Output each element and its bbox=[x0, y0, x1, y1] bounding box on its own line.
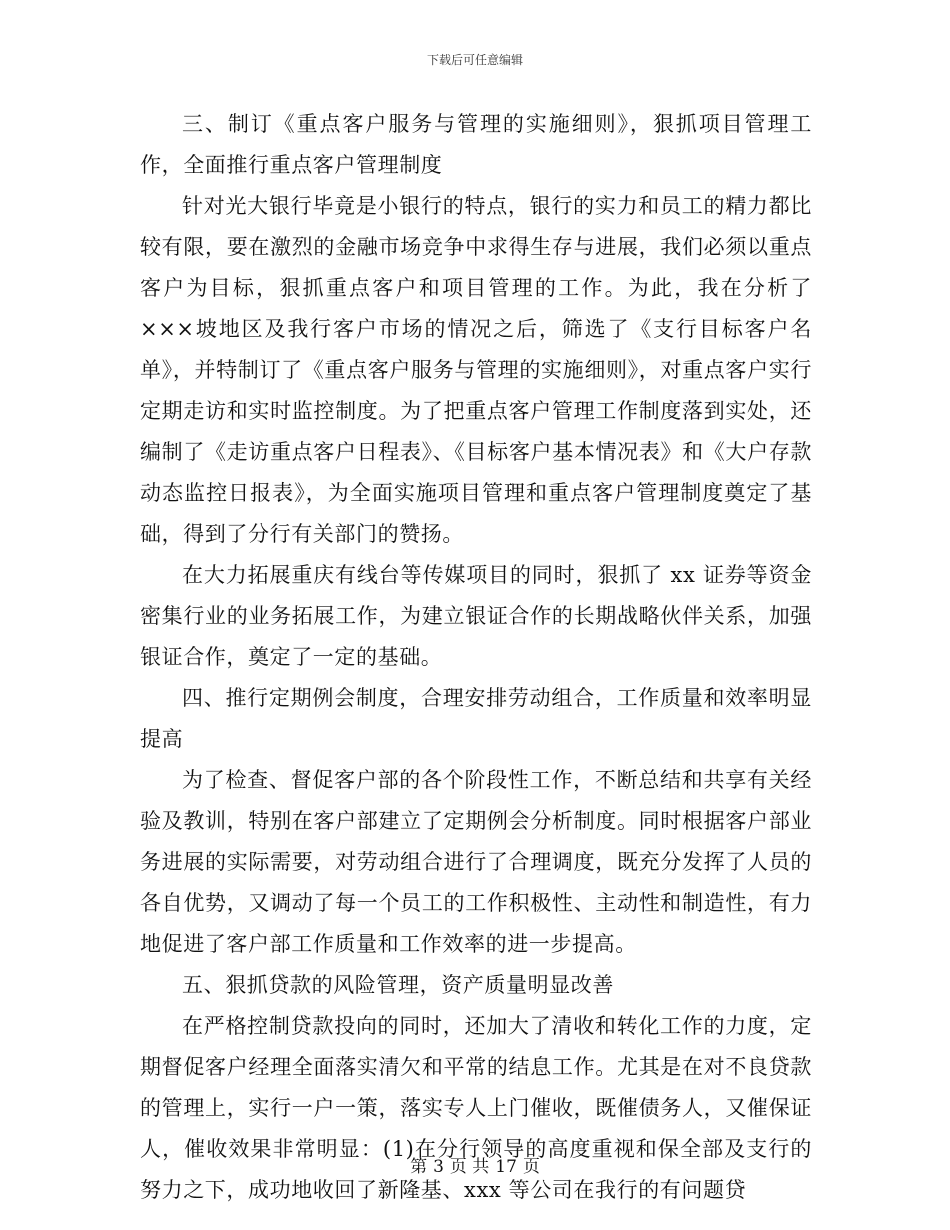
page-footer bbox=[0, 1156, 950, 1178]
page-current-number: 3 bbox=[433, 1157, 444, 1177]
page-label-prefix: 第 bbox=[410, 1157, 428, 1177]
body-paragraph: 为了检查、督促客户部的各个阶段性工作，不断总结和共享有关经验及教训，特别在客户部建立了定期例会分析制度。同时根据客户部业务进展的实际需要，对劳动组合进行了合理调度，既充分发挥了人员的各自优势，又调动了每一个员工的工作积极性、主动性和制造性，有力地促进了客户部工作质量和工作效率的进一步提高。 bbox=[140, 768, 812, 956]
body-paragraph: 在严格控制贷款投向的同时，还加大了清收和转化工作的力度，定期督促客户经理全面落实清欠和平常的结息工作。尤其是在对不良贷款的管理上，实行一户一策，落实专人上门催收，既催债务人，又催保证人，催收效果非常明显：(1)在分行领导的高度重视和保全部及支行的努力之下，成功地收回了新隆基、xxx 等公司在我行的有问题贷 bbox=[140, 1014, 812, 1202]
header-note: 下载后可任意编辑 bbox=[426, 53, 523, 67]
body-paragraph: 在大力拓展重庆有线台等传媒项目的同时，狠抓了 xx 证券等资金密集行业的业务拓展工作，为建立银证合作的长期战略伙伴关系，加强银证合作，奠定了一定的基础。 bbox=[140, 563, 812, 669]
section-heading-5: 五、狠抓贷款的风险管理，资产质量明显改善 bbox=[182, 973, 614, 997]
page-total-number: 17 bbox=[495, 1157, 517, 1177]
section-heading-3: 三、制订《重点客户服务与管理的实施细则》，狠抓项目管理工作，全面推行重点客户管理制度 bbox=[140, 112, 812, 177]
page-header bbox=[0, 52, 950, 68]
body-paragraph: 针对光大银行毕竟是小银行的特点，银行的实力和员工的精力都比较有限，要在激烈的金融市场竞争中求得生存与进展，我们必须以重点客户为目标，狠抓重点客户和项目管理的工作。为此，我在分析了×××坡地区及我行客户市场的情况之后，筛选了《支行目标客户名单》，并特制订了《重点客户服务与管理的实施细则》，对重点客户实行定期走访和实时监控制度。为了把重点客户管理工作制度落到实处，还编制了《走访重点客户日程表》、《目标客户基本情况表》和《大户存款动态监控日报表》，为全面实施项目管理和重点客户管理制度奠定了基础，得到了分行有关部门的赞扬。 bbox=[140, 194, 812, 546]
document-body bbox=[140, 104, 812, 1211]
page-label-middle: 页 共 bbox=[449, 1157, 490, 1177]
section-heading-4: 四、推行定期例会制度，合理安排劳动组合，工作质量和效率明显提高 bbox=[140, 686, 812, 751]
page-label-suffix: 页 bbox=[522, 1157, 540, 1177]
